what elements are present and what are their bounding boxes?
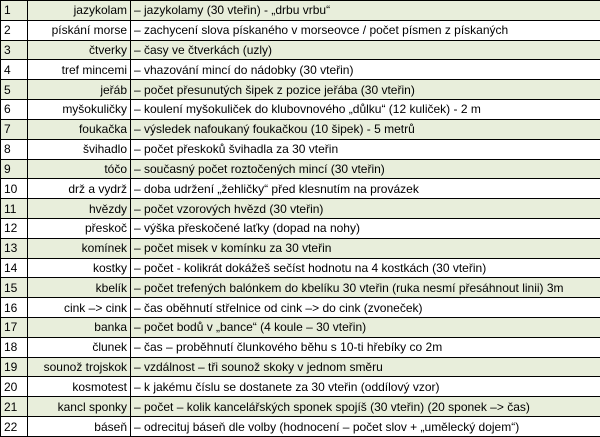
discipline-name: tóčo [28, 159, 131, 179]
table-row [1, 377, 600, 397]
table-row [1, 357, 600, 377]
row-number: 17 [1, 318, 28, 338]
table-row [1, 318, 600, 338]
table-row [1, 119, 600, 139]
row-number: 14 [1, 258, 28, 278]
table-row [1, 218, 600, 238]
table-row [1, 80, 600, 100]
discipline-name: komínek [28, 238, 131, 258]
row-number: 11 [1, 199, 28, 219]
table-row [1, 397, 600, 417]
row-number: 10 [1, 179, 28, 199]
table-row [1, 20, 600, 40]
discipline-name: přeskoč [28, 218, 131, 238]
discipline-description: – k jakému číslu se dostanete za 30 vteřin (oddílový vzor) [131, 377, 600, 397]
row-number: 19 [1, 357, 28, 377]
row-number: 15 [1, 278, 28, 298]
row-number: 18 [1, 337, 28, 357]
discipline-name: kostky [28, 258, 131, 278]
table-row [1, 238, 600, 258]
row-number: 13 [1, 238, 28, 258]
table-row [1, 298, 600, 318]
discipline-name: kancl sponky [28, 397, 131, 417]
discipline-description: – počet - kolikrát dokážeš sečíst hodnotu na 4 kostkách (30 vteřin) [131, 258, 600, 278]
table-row [1, 40, 600, 60]
discipline-description: – doba udržení „žehličky“ před klesnutím na provázek [131, 179, 600, 199]
discipline-description: – počet přesunutých šipek z pozice jeřába (30 vteřin) [131, 80, 600, 100]
row-number: 4 [1, 60, 28, 80]
discipline-name: pískání morse [28, 20, 131, 40]
table-row [1, 1, 600, 21]
discipline-description: – počet přeskoků švihadla za 30 vteřin [131, 139, 600, 159]
discipline-name: banka [28, 318, 131, 338]
row-number: 8 [1, 139, 28, 159]
discipline-description: – počet vzorových hvězd (30 vteřin) [131, 199, 600, 219]
discipline-name: cink –> cink [28, 298, 131, 318]
row-number: 16 [1, 298, 28, 318]
discipline-name: drž a vydrž [28, 179, 131, 199]
table-row [1, 278, 600, 298]
discipline-name: švihadlo [28, 139, 131, 159]
table-row [1, 100, 600, 120]
table-row [1, 417, 600, 437]
discipline-description: – vzdálnost – tři sounož skoky v jednom směru [131, 357, 600, 377]
row-number: 5 [1, 80, 28, 100]
row-number: 22 [1, 417, 28, 437]
discipline-description: – koulení myšokuliček do klubovnového „důlku“ (12 kuliček) - 2 m [131, 100, 600, 120]
discipline-description: – současný počet roztočených mincí (30 vteřin) [131, 159, 600, 179]
discipline-name: člunek [28, 337, 131, 357]
row-number: 12 [1, 218, 28, 238]
discipline-name: jeřáb [28, 80, 131, 100]
discipline-description: – zachycení slova pískaného v morseovce / počet písmen z pískaných [131, 20, 600, 40]
discipline-description: – počet misek v komínku za 30 vteřin [131, 238, 600, 258]
row-number: 2 [1, 20, 28, 40]
table-row [1, 337, 600, 357]
table-row [1, 199, 600, 219]
discipline-description: – jazykolamy (30 vteřin) - „drbu vrbu“ [131, 1, 600, 21]
table-body [1, 1, 600, 437]
discipline-name: kosmotest [28, 377, 131, 397]
discipline-description: – počet bodů v „bance“ (4 koule – 30 vteřin) [131, 318, 600, 338]
discipline-name: hvězdy [28, 199, 131, 219]
discipline-name: báseň [28, 417, 131, 437]
discipline-description: – výsledek nafoukaný foukačkou (10 šipek) - 5 metrů [131, 119, 600, 139]
discipline-description: – počet – kolik kancelářských sponek spojíš (30 vteřin) (20 sponek –> čas) [131, 397, 600, 417]
discipline-name: sounož trojskok [28, 357, 131, 377]
discipline-name: čtverky [28, 40, 131, 60]
discipline-name: kbelík [28, 278, 131, 298]
table-row [1, 179, 600, 199]
row-number: 21 [1, 397, 28, 417]
discipline-description: – výška přeskočené laťky (dopad na nohy) [131, 218, 600, 238]
discipline-description: – odrecituj báseň dle volby (hodnocení – počet slov + „umělecký dojem“) [131, 417, 600, 437]
discipline-description: – počet trefených balónkem do kbelíku 30 vteřin (ruka nesmí přesáhnout linii) 3m [131, 278, 600, 298]
discipline-name: jazykolam [28, 1, 131, 21]
row-number: 7 [1, 119, 28, 139]
table-row [1, 139, 600, 159]
table-row [1, 159, 600, 179]
table-row [1, 60, 600, 80]
row-number: 20 [1, 377, 28, 397]
discipline-description: – čas – proběhnutí člunkového běhu s 10-ti hřebíky co 2m [131, 337, 600, 357]
discipline-description: – časy ve čtverkách (uzly) [131, 40, 600, 60]
table-row [1, 258, 600, 278]
row-number: 6 [1, 100, 28, 120]
discipline-name: tref mincemi [28, 60, 131, 80]
discipline-description: – vhazování mincí do nádobky (30 vteřin) [131, 60, 600, 80]
discipline-description: – čas oběhnutí střelnice od cink –> do cink (zvoneček) [131, 298, 600, 318]
discipline-name: foukačka [28, 119, 131, 139]
row-number: 3 [1, 40, 28, 60]
row-number: 1 [1, 1, 28, 21]
discipline-name: myšokuličky [28, 100, 131, 120]
row-number: 9 [1, 159, 28, 179]
